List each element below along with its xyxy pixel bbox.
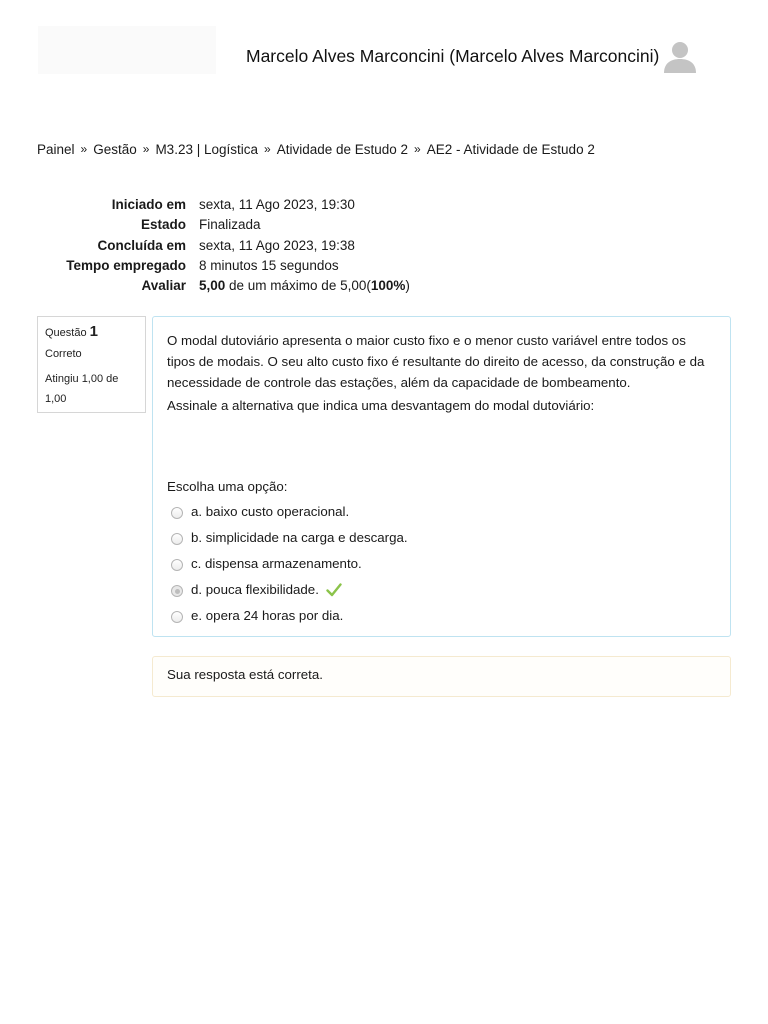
checkmark-icon — [326, 583, 342, 597]
question-text — [167, 330, 707, 418]
question-number-value: 1 — [89, 323, 98, 340]
breadcrumb-item-course[interactable]: M3.23 | Logística — [155, 142, 258, 157]
answer-option-d[interactable] — [171, 576, 408, 602]
answer-option-a[interactable] — [171, 498, 408, 524]
breadcrumb-separator-icon: » — [142, 142, 150, 156]
question-number — [45, 323, 138, 340]
grade-score: 5,00 — [199, 278, 226, 294]
radio-button[interactable] — [171, 533, 183, 545]
summary-label: Avaliar — [141, 278, 186, 294]
answer-option-label: c. dispensa armazenamento. — [191, 555, 362, 571]
question-number-label: Questão — [45, 327, 87, 339]
question-info — [37, 316, 146, 413]
breadcrumb-separator-icon: » — [80, 142, 88, 156]
answer-option-label: a. baixo custo operacional. — [191, 503, 350, 519]
grade-text: de um máximo de 5,00( — [225, 278, 371, 294]
user-avatar-icon[interactable] — [662, 39, 698, 75]
breadcrumb-item-painel[interactable]: Painel — [37, 142, 75, 157]
answer-option-label: b. simplicidade na carga e descarga. — [191, 529, 408, 545]
summary-value: Finalizada — [199, 217, 261, 233]
answer-option-label: e. opera 24 horas por dia. — [191, 607, 344, 623]
summary-value — [199, 278, 410, 293]
breadcrumb-separator-icon: » — [264, 142, 271, 156]
summary-label: Estado — [140, 217, 186, 233]
radio-button[interactable] — [171, 559, 183, 571]
answer-option-c[interactable] — [171, 550, 408, 576]
summary-value: 8 minutos 15 segundos — [199, 257, 339, 273]
user-name[interactable]: Marcelo Alves Marconcini (Marcelo Alves Marconcini) — [246, 46, 660, 66]
summary-label: Iniciado em — [111, 197, 186, 212]
site-logo[interactable] — [38, 26, 216, 74]
breadcrumb-item-gestao[interactable]: Gestão — [93, 142, 137, 157]
question-state: Correto — [45, 348, 82, 360]
answer-option-e[interactable] — [171, 602, 408, 628]
radio-button[interactable] — [171, 507, 183, 519]
answer-feedback — [152, 656, 731, 697]
answer-option-label: d. pouca flexibilidade. — [191, 581, 319, 597]
radio-button[interactable] — [171, 611, 183, 623]
answer-option-b[interactable] — [171, 524, 408, 550]
breadcrumb — [37, 142, 595, 157]
grade-close: ) — [405, 278, 410, 294]
summary-label: Tempo empregado — [66, 257, 186, 273]
question-content — [152, 316, 731, 637]
summary-value: sexta, 11 Ago 2023, 19:38 — [199, 237, 355, 253]
summary-label: Concluída em — [97, 237, 186, 253]
grade-percent: 100% — [370, 278, 406, 294]
answer-options — [171, 498, 408, 628]
answer-prompt: Escolha uma opção: — [167, 479, 288, 494]
radio-button-selected[interactable] — [171, 585, 183, 597]
question-statement: O modal dutoviário apresenta o maior custo fixo e o menor custo variável entre todos os tipos de modais. O seu alto custo fixo é resultante do direito de acesso, da construção e da necessidade de controle das estações, além da capacidade de bombeamento. — [167, 333, 705, 390]
summary-value: sexta, 11 Ago 2023, 19:30 — [199, 197, 355, 212]
breadcrumb-item-activity[interactable]: AE2 - Atividade de Estudo 2 — [426, 142, 595, 157]
feedback-text: Sua resposta está correta. — [167, 667, 323, 682]
breadcrumb-separator-icon: » — [414, 142, 421, 156]
question-mark: Atingiu 1,00 de 1,00 — [45, 373, 119, 405]
breadcrumb-item-section[interactable]: Atividade de Estudo 2 — [276, 142, 409, 157]
question-instruction: Assinale a alternativa que indica uma desvantagem do modal dutoviário: — [167, 398, 595, 413]
